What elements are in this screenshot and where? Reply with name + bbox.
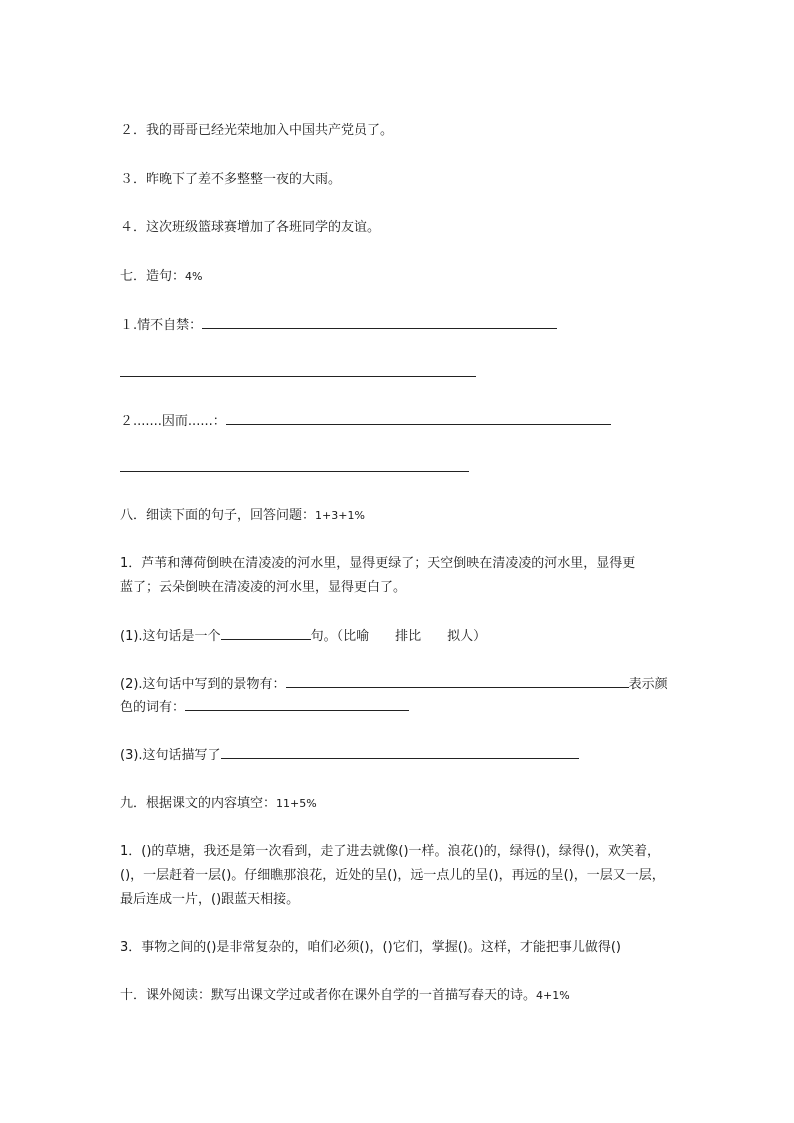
q1-option-2: 排比 <box>395 629 422 644</box>
section-7-score: 4% <box>185 270 203 283</box>
section-10-heading <box>120 987 570 1005</box>
q1-option-3: 拟人） <box>447 629 487 644</box>
section-8-q3 <box>120 746 579 765</box>
section-8-passage-line-1: 1．芦苇和薄荷倒映在清凌凌的河水里，显得更绿了；天空倒映在清凌凌的河水里，显得更 <box>120 556 636 571</box>
item-2: ２．我的哥哥已经光荣地加入中国共产党员了。 <box>120 123 394 138</box>
item-3: ３．昨晚下了差不多整整一夜的大雨。 <box>120 172 342 187</box>
section-8-q1 <box>120 627 486 646</box>
section-8-heading <box>120 507 365 525</box>
q2-label: ２.......因而......： <box>120 414 226 429</box>
q1-suffix: 句。（比喻 <box>310 629 370 644</box>
section-9-p1-line-3: 最后连成一片，()跟蓝天相接。 <box>120 892 300 907</box>
q1-answer-blank[interactable] <box>202 316 557 329</box>
section-8-passage-line-2: 蓝了；云朵倒映在清凌凌的河水里，显得更白了。 <box>120 580 407 595</box>
section-9-title: 九．根据课文的内容填空： <box>120 796 277 811</box>
q2-line-2-prefix: 色的词有： <box>120 700 186 715</box>
section-9-p1-line-2: ()，一层赶着一层()。仔细瞧那浪花，近处的呈()，远一点儿的呈()，再远的呈()，一层又一层， <box>120 868 665 883</box>
section-9-heading <box>120 795 317 813</box>
q2-blank-2[interactable] <box>185 698 409 711</box>
q3-blank[interactable] <box>221 746 579 759</box>
q2-suffix: 表示颜 <box>628 677 668 692</box>
section-7-q1 <box>120 316 557 335</box>
q2-prefix: (2).这句话中写到的景物有： <box>120 677 286 692</box>
q1-blank[interactable] <box>221 627 311 640</box>
section-8-q2 <box>120 675 668 694</box>
q1-answer-line-2[interactable] <box>120 376 476 377</box>
section-7-heading <box>120 268 202 286</box>
q1-label: １.情不自禁： <box>120 318 203 333</box>
item-4: ４．这次班级篮球赛增加了各班同学的友谊。 <box>120 220 381 235</box>
section-10-title: 十．课外阅读：默写出课文学过或者你在课外自学的一首描写春天的诗。 <box>120 988 537 1003</box>
section-7-q2 <box>120 412 611 431</box>
section-8-title: 八．细读下面的句子，回答问题： <box>120 508 316 523</box>
section-9-p1-line-1: 1．()的草塘，我还是第一次看到，走了进去就像()一样。浪花()的，绿得()，绿得()，欢笑着， <box>120 844 660 859</box>
section-10-score: 4+1% <box>536 989 570 1002</box>
q1-prefix: (1).这句话是一个 <box>120 629 221 644</box>
q3-prefix: (3).这句话描写了 <box>120 748 221 763</box>
section-8-score: 1+3+1% <box>315 509 365 522</box>
q2-blank-1[interactable] <box>286 675 629 688</box>
section-7-title: 七．造句： <box>120 269 186 284</box>
q2-answer-blank[interactable] <box>226 412 611 425</box>
section-9-p3: 3．事物之间的()是非常复杂的，咱们必须()，()它们，掌握()。这样，才能把事儿做得() <box>120 940 621 955</box>
section-9-score: 11+5% <box>276 797 317 810</box>
section-8-q2-line-2 <box>120 698 409 717</box>
q2-answer-line-2[interactable] <box>120 471 469 472</box>
